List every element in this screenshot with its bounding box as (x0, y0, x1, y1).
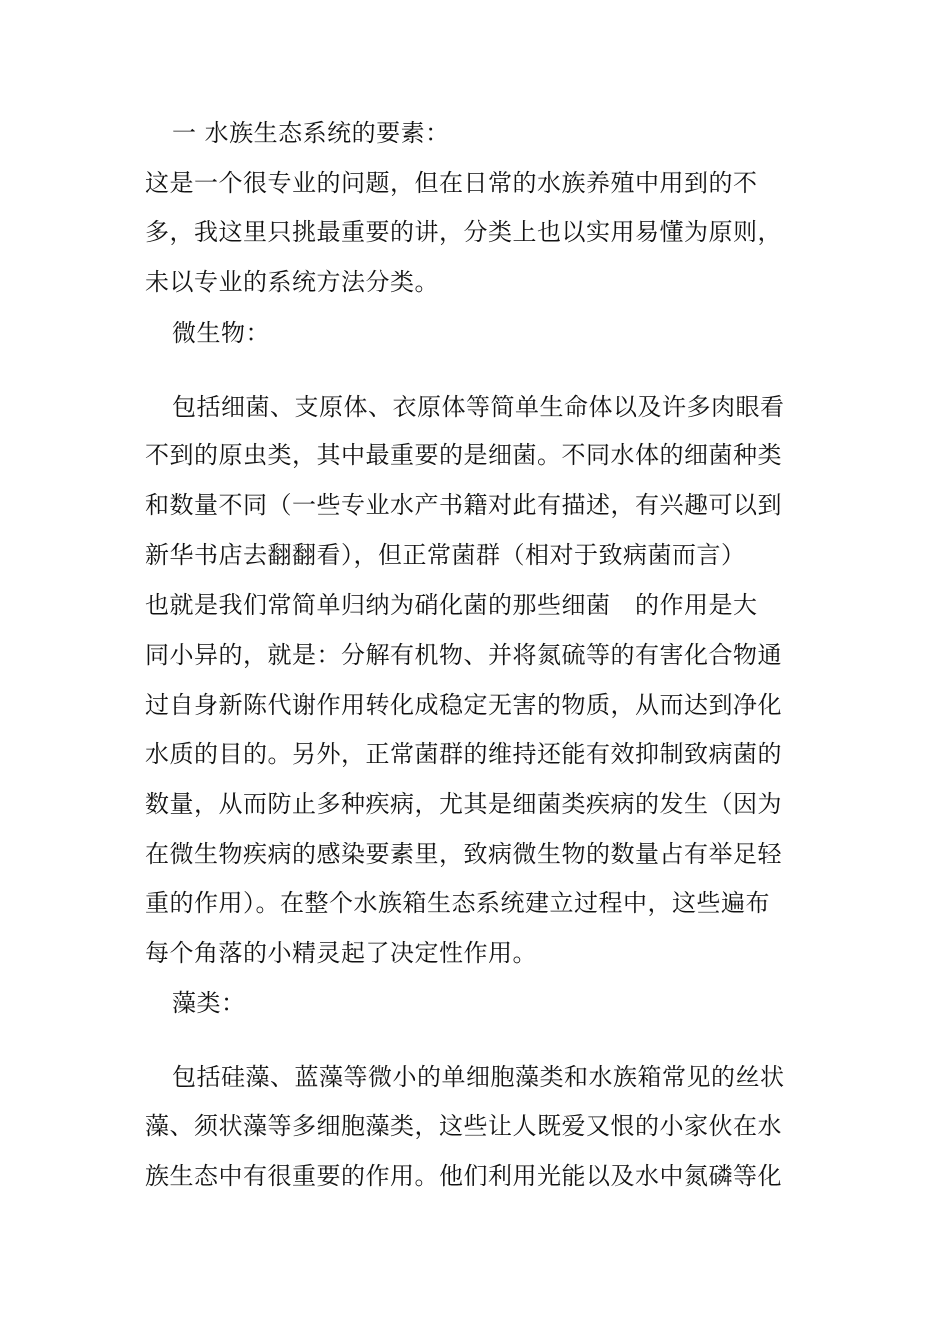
microbes-line-5: 也就是我们常简单归纳为硝化菌的那些细菌 的作用是大 (145, 591, 758, 619)
intro-line-3: 未以专业的系统方法分类。 (145, 268, 439, 296)
microbes-line-1: 包括细菌、支原体、衣原体等简单生命体以及许多肉眼看 (172, 393, 785, 421)
algae-line-2: 藻、须状藻等多细胞藻类，这些让人既爱又恨的小家伙在水 (145, 1112, 782, 1140)
microbes-line-3: 和数量不同（一些专业水产书籍对此有描述，有兴趣可以到 (145, 491, 782, 519)
microbes-line-2: 不到的原虫类，其中最重要的是细菌。不同水体的细菌种类 (145, 441, 782, 469)
intro-line-1: 这是一个很专业的问题，但在日常的水族养殖中用到的不 (145, 169, 758, 197)
algae-line-1: 包括硅藻、蓝藻等微小的单细胞藻类和水族箱常见的丝状 (172, 1063, 785, 1091)
algae-line-3: 族生态中有很重要的作用。他们利用光能以及水中氮磷等化 (145, 1162, 782, 1190)
algae-title: 藻类： (172, 989, 246, 1017)
microbes-title: 微生物： (172, 319, 270, 347)
section-heading: 一 水族生态系统的要素： (172, 119, 450, 147)
microbes-line-8: 水质的目的。另外，正常菌群的维持还能有效抑制致病菌的 (145, 740, 782, 768)
intro-line-2: 多，我这里只挑最重要的讲，分类上也以实用易懂为原则， (145, 218, 782, 246)
microbes-line-11: 重的作用）。在整个水族箱生态系统建立过程中，这些遍布 (145, 889, 770, 917)
microbes-line-6: 同小异的，就是：分解有机物、并将氮硫等的有害化合物通 (145, 641, 782, 669)
microbes-line-12: 每个角落的小精灵起了决定性作用。 (145, 939, 537, 967)
microbes-line-10: 在微生物疾病的感染要素里，致病微生物的数量占有举足轻 (145, 840, 782, 868)
microbes-line-9: 数量，从而防止多种疾病，尤其是细菌类疾病的发生（因为 (145, 790, 782, 818)
microbes-line-4: 新华书店去翻翻看），但正常菌群（相对于致病菌而言） (145, 541, 746, 569)
microbes-line-7: 过自身新陈代谢作用转化成稳定无害的物质，从而达到净化 (145, 691, 782, 719)
